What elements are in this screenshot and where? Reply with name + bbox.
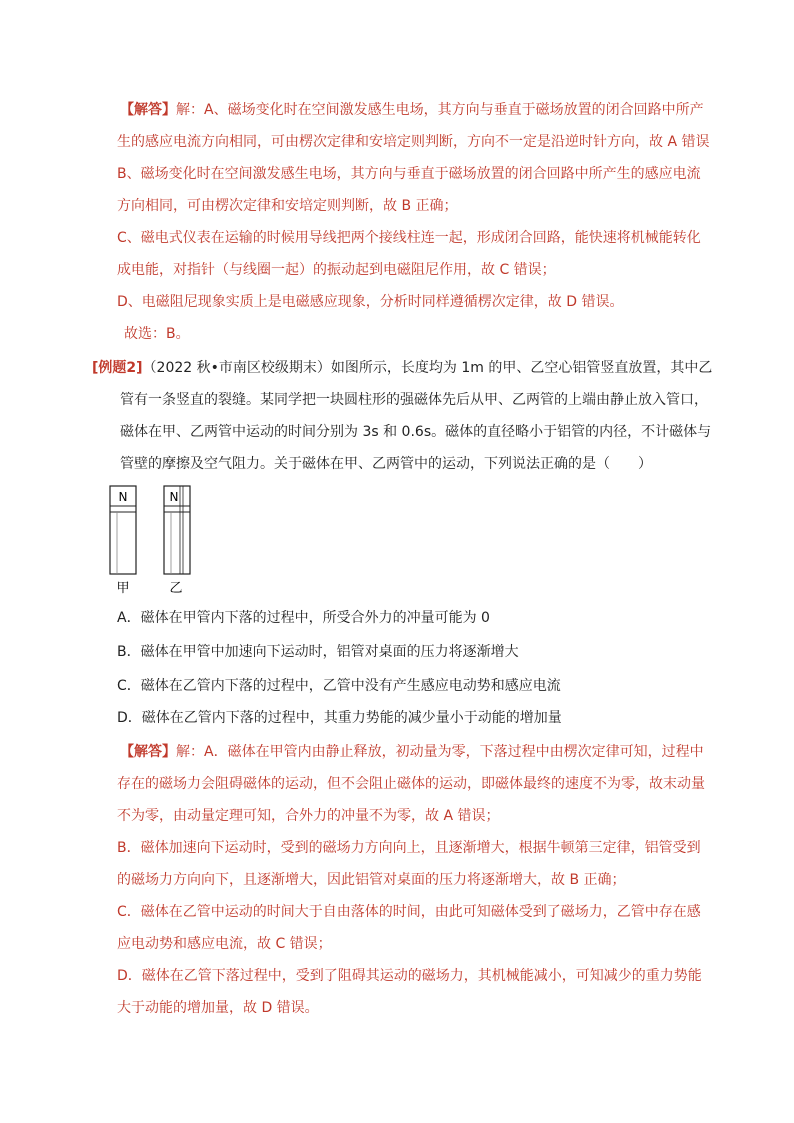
example2-line4: 管壁的摩擦及空气阻力。关于磁体在甲、乙两管中的运动，下列说法正确的是（ ） xyxy=(120,456,652,472)
example2-line1: [例题2]（2022 秋•市南区校级期末）如图所示，长度均为 1m 的甲、乙空心铝管竖直放置，其中乙 xyxy=(92,360,713,376)
solution2-line1: 【解答】解：A．磁体在甲管内由静止释放，初动量为零，下落过程中由楞次定律可知，过程中 xyxy=(120,744,704,760)
solution1-line2: 生的感应电流方向相同，可由楞次定律和安培定则判断，方向不一定是沿逆时针方向，故 A 错误 xyxy=(117,134,710,150)
solution2-line2: 存在的磁场力会阻碍磁体的运动，但不会阻止磁体的运动，即磁体最终的速度不为零，故末动量 xyxy=(117,776,705,792)
solution1-line1: 【解答】解：A、磁场变化时在空间激发感生电场，其方向与垂直于磁场放置的闭合回路中所产 xyxy=(120,102,704,118)
solution2-line6: C．磁体在乙管中运动的时间大于自由落体的时间，由此可知磁体受到了磁场力，乙管中存在感 xyxy=(117,904,701,920)
solution1-line6: 成电能，对指针（与线圈一起）的振动起到电磁阻尼作用，故 C 错误； xyxy=(117,262,556,278)
solution2-line5: 的磁场力方向向下，且逐渐增大，因此铝管对桌面的压力将逐渐增大，故 B 正确； xyxy=(117,872,626,888)
example2-line2: 管有一条竖直的裂缝。某同学把一块圆柱形的强磁体先后从甲、乙两管的上端由静止放入管口， xyxy=(120,392,708,408)
solution-tag: 【解答】 xyxy=(120,102,176,118)
tube-left-label: 甲 xyxy=(116,581,130,596)
magnet-right-label: N xyxy=(169,490,179,504)
solution1-line3: B、磁场变化时在空间激发感生电场，其方向与垂直于磁场放置的闭合回路中所产生的感应电流 xyxy=(117,166,701,182)
solution1-line7: D、电磁阻尼现象实质上是电磁感应现象，分析时同样遵循楞次定律，故 D 错误。 xyxy=(117,294,624,310)
solution2-line7: 应电动势和感应电流，故 C 错误； xyxy=(117,936,332,952)
option-b: B．磁体在甲管中加速向下运动时，铝管对桌面的压力将逐渐增大 xyxy=(117,644,519,660)
solution1-line5: C、磁电式仪表在运输的时候用导线把两个接线柱连一起，形成闭合回路，能快速将机械能转化 xyxy=(117,230,701,246)
option-c: C．磁体在乙管内下落的过程中，乙管中没有产生感应电动势和感应电流 xyxy=(117,678,561,694)
example-tag: [例题2] xyxy=(92,360,143,376)
solution1-line8: 故选：B。 xyxy=(124,326,190,342)
solution2-line9: 大于动能的增加量，故 D 错误。 xyxy=(117,1000,319,1016)
solution-tag: 【解答】 xyxy=(120,744,176,760)
example2-line3: 磁体在甲、乙两管中运动的时间分别为 3s 和 0.6s。磁体的直径略小于铝管的内径，不计磁体与 xyxy=(120,424,712,440)
option-d: D．磁体在乙管内下落的过程中，其重力势能的减少量小于动能的增加量 xyxy=(117,710,562,726)
tube-right-label: 乙 xyxy=(169,581,183,596)
tubes-figure xyxy=(108,484,198,596)
solution1-line4: 方向相同，可由楞次定律和安培定则判断，故 B 正确； xyxy=(117,198,458,214)
magnet-left-label: N xyxy=(118,490,128,504)
solution2-line8: D．磁体在乙管下落过程中，受到了阻碍其运动的磁场力，其机械能减小，可知减少的重力势能 xyxy=(117,968,702,984)
option-a: A．磁体在甲管内下落的过程中，所受合外力的冲量可能为 0 xyxy=(117,610,490,626)
solution2-line4: B．磁体加速向下运动时，受到的磁场力方向向上，且逐渐增大，根据牛顿第三定律，铝管受到 xyxy=(117,840,701,856)
solution2-line3: 不为零，由动量定理可知，合外力的冲量不为零，故 A 错误； xyxy=(117,808,500,824)
